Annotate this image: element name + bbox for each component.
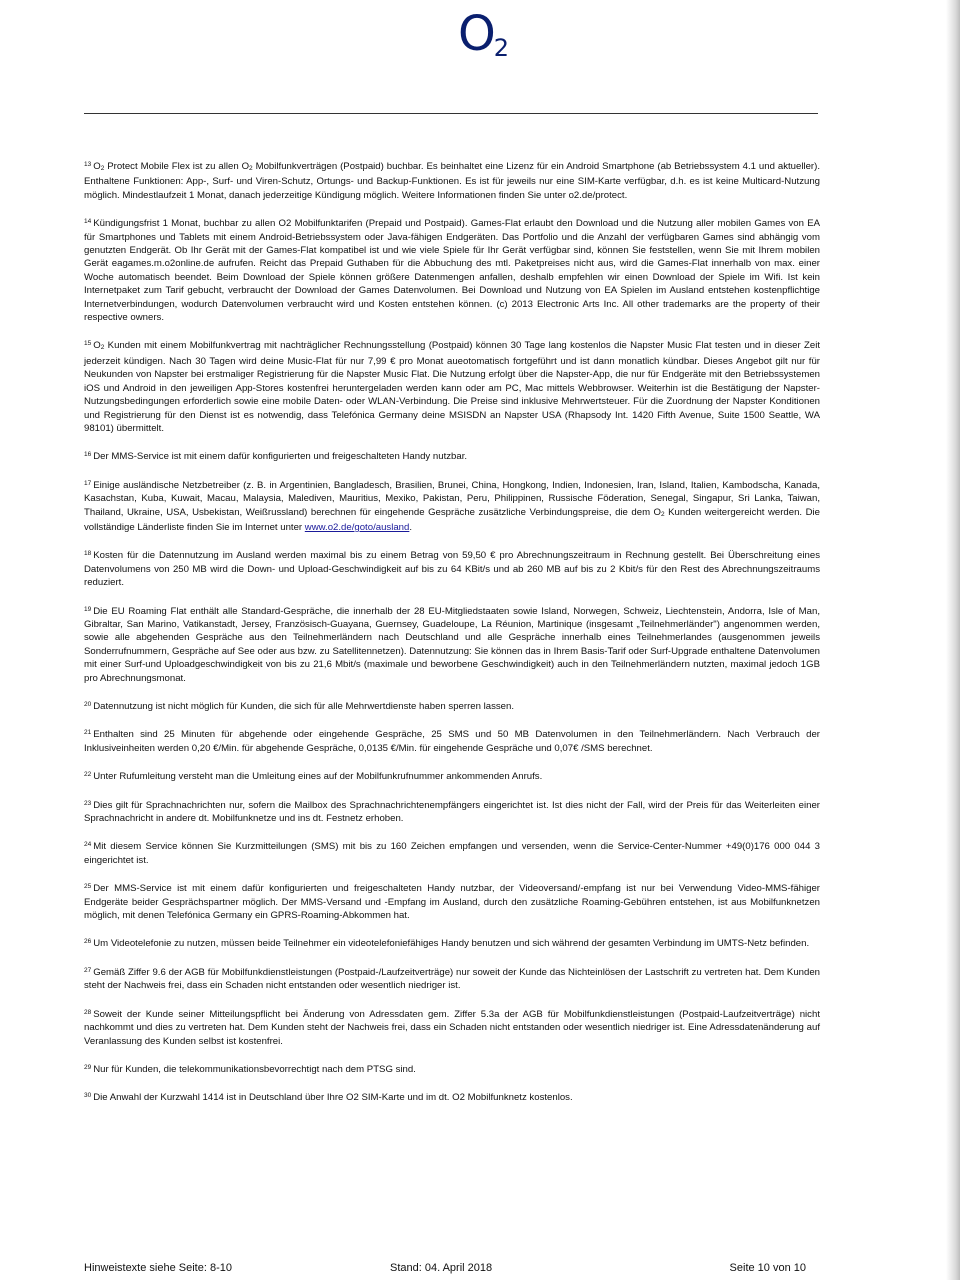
page-footer	[84, 1262, 806, 1278]
footnote-number: 22	[84, 771, 92, 779]
footnote-number: 29	[84, 1063, 92, 1071]
footnote-number: 20	[84, 701, 92, 708]
footnote-number: 21	[84, 729, 92, 737]
footnote-28	[84, 1006, 820, 1048]
footnote-text: Der MMS-Service ist mit einem dafür konfigurierten und freigeschalteten Handy nutzbar.	[93, 451, 468, 463]
footnote-number: 15	[84, 340, 92, 348]
footnote-text: Einige ausländische Netzbetreiber (z. B. in Argentinien, Bangladesch, Brasilien, Brunei, China, Hongkong, Indien, Indonesien, Iran, Island, Italien, Kambodscha, Kanada, Kasachstan, Kuba, Kuwait, Macau, Malaysia, Malediven, Mauritius, Mexiko, Pakistan, Peru, Philippinen, Russische Föderation, Senegal, Singapur, Sri Lanka, Taiwan, Thailand, Ukraine, USA, Usbekistan, Weißrussland) berechnen für eingehende Gespräche zusätzliche Verbindungspreise, die dem O	[84, 479, 820, 518]
footnote-25	[84, 880, 820, 922]
footnote-number: 18	[84, 550, 92, 558]
subscript: 2	[100, 165, 105, 172]
footer-page-number: Seite 10 von 10	[729, 1262, 806, 1274]
footnote-number: 28	[84, 1008, 92, 1016]
footnote-text: Kosten für die Datennutzung im Ausland werden maximal bis zu einem Betrag von 59,50 € pro Abrechnungszeitraum in Rechnung gestellt. Bei Überschreitung eines Datenvolumens von 250 MB wird die Down- und Upload-Geschwindigkeit auf bis zu 64 KBit/s und ab 260 MB auf bis zu 2 Kbit/s für den Rest des Abrechnungszeitraums reduziert.	[84, 550, 820, 589]
footnote-17	[84, 477, 820, 535]
subscript: 2	[661, 510, 665, 518]
subscript: 2	[249, 165, 253, 172]
footnote-text: Um Videotelefonie zu nutzen, müssen beide Teilnehmer ein videotelefoniefähiges Handy benutzen und sich während der gesamten Verbindung im UMTS-Netz befinden.	[93, 938, 810, 950]
footnote-14	[84, 215, 820, 324]
header-rule	[84, 113, 818, 114]
logo-subscript: 2	[493, 34, 510, 62]
footnote-text: Datennutzung ist nicht möglich für Kunden, die sich für alle Mehrwertdienste haben sperren lassen.	[93, 701, 514, 712]
footnote-20	[84, 698, 820, 713]
footer-reference: Hinweistexte siehe Seite: 8-10	[84, 1262, 232, 1274]
footnote-text: Enthalten sind 25 Minuten für abgehende oder eingehende Gespräche, 25 SMS und 50 MB Datenvolumen in den Teilnehmerländern. Nach Verbrauch der Inklusiveinheiten werden 0,20 €/Min. für abgehende Gespräche, 0,0135 €/Min. für eingehende Gespräche und 0,07€ /SMS berechnet.	[84, 729, 820, 754]
footnote-27	[84, 964, 820, 993]
footnote-number: 23	[84, 799, 92, 807]
footnote-text: Mit diesem Service können Sie Kurzmitteilungen (SMS) mit bis zu 160 Zeichen empfangen und versenden, wenn die Service-Center-Nummer +49(0)176 000 044 3 eingerichtet ist.	[84, 841, 820, 866]
footnote-24	[84, 838, 820, 867]
footer-date: Stand: 04. April 2018	[390, 1262, 493, 1274]
subscript: 2	[100, 344, 105, 352]
footnote-22	[84, 768, 820, 783]
footnote-13	[84, 158, 820, 202]
footnote-text: Protect Mobile Flex ist zu allen O	[104, 161, 250, 172]
footnotes-list	[84, 158, 820, 1118]
footnote-text: Der MMS-Service ist mit einem dafür konfigurierten und freigeschalteten Handy nutzbar, der Videoversand/-empfang ist nur bei Verwendung Video-MMS-fähiger Endgeräte beider Gesprächspartner möglich. Der MMS-Versand und -Empfang im Ausland, durch den zusätzliche Roaming-Gebühren entstehen, ist aus Mobilfunknetzen möglich, mit denen Telefónica Germany ein GPRS-Roaming-Abkommen hat.	[84, 883, 820, 922]
footnote-text: O	[93, 161, 101, 172]
footnote-text: Soweit der Kunde seiner Mitteilungspflicht bei Änderung von Adressdaten gem. Ziffer 5.3a der AGB für Mobilfunkdienstleistungen (Postpaid-Laufzeitverträge) nicht nachkommt und dies zu vertreten hat. Dem Kunden steht der Nachweis frei, dass ein Schaden nicht entstanden oder wesentlich niedriger ist. Eine Adressdatenänderung auf Veranlassung des Kunden selbst ist kostenfrei.	[84, 1008, 820, 1047]
footnote-15	[84, 337, 820, 435]
footnote-number: 26	[84, 938, 92, 946]
footnote-text: Die EU Roaming Flat enthält alle Standard-Gespräche, die innerhalb der 28 EU-Mitgliedstaaten sowie Island, Norwegen, Schweiz, Liechtenstein, Andorra, Isle of Man, Gibraltar, San Marino, Vatikanstadt, Jersey, Französisch-Guayana, Guernsey, Guadeloupe, La Réunion, Martinique (insgesamt „Teilnehmerländer") angenommen werden, sowie alle abgehenden Gespräche aus den Teilnehmerländern nach Deutschland und alle Gespräche innerhalb eines Teilnehmerlandes (ausgenommen jeweils Sonderrufnummern, Gespräche auf See oder aus bzw. zu Satellitennetzen). Datennutzung: Sie können das in Ihrem Basis-Tarif oder Surf-Upgrade enthaltene Datenvolumen mit einer Surf-und Uploadgeschwindigkeit von bis zu 21,6 Mbit/s (maximale und beworbene Geschwindigkeit) auch in den Teilnehmerländern nutzten, maximal jedoch 1GB pro Abrechnungsmonat.	[84, 605, 820, 684]
footnote-23	[84, 797, 820, 826]
footnote-text: .	[409, 521, 413, 533]
footnote-number: 25	[84, 883, 92, 891]
footnote-18	[84, 547, 820, 589]
footnote-text: O	[93, 340, 101, 352]
footnote-number: 30	[84, 1092, 92, 1100]
page-edge-shadow	[946, 0, 960, 1280]
footnote-16	[84, 448, 820, 463]
footnote-text: Kunden weitergereicht werden. Die vollständige Länderliste finden Sie im Internet unter	[84, 506, 820, 533]
footnote-text: Die Anwahl der Kurzwahl 1414 ist in Deutschland über Ihre O2 SIM-Karte und im dt. O2 Mobilfunknetz kostenlos.	[93, 1092, 573, 1104]
footnote-text: Unter Rufumleitung versteht man die Umleitung eines auf der Mobilfunkrufnummer ankommenden Anrufs.	[93, 771, 543, 783]
footnote-text: Nur für Kunden, die telekommunikationsbevorrechtigt nach dem PTSG sind.	[93, 1063, 416, 1075]
ausland-link[interactable]: www.o2.de/goto/ausland	[304, 521, 410, 533]
o2-logo	[458, 4, 509, 64]
footnote-text: Dies gilt für Sprachnachrichten nur, sofern die Mailbox des Sprachnachrichtenempfängers eingerichtet ist. Ist dies nicht der Fall, wird der Preis für das Weiterleiten einer Sprachnachricht in andere dt. Mobilfunknetze und ins dt. Festnetz erhoben.	[84, 799, 820, 825]
footnote-text: Kündigungsfrist 1 Monat, buchbar zu allen O2 Mobilfunktarifen (Prepaid und Postpaid). Games-Flat erlaubt den Download und die Nutzung aller mobilen Games von EA für Smartphones und Tablets mit einem Android-Betriebssystem oder Java-fähigen Endgeräten. Das Portfolio und die Anzahl der verfügbaren Games sind abhängig vom genutzten Endgerät. Ob Ihr Gerät mit der Games-Flat kompatibel ist und wie viele Spiele für Ihr Gerät verfügbar sind, können Sie feststellen, wenn Sie mit Ihrem mobilen Gerät eagames.m.o2online.de aufrufen. Reicht das Prepaid Guthaben für die Abbuchung des mtl. Paketpreises nicht aus, wird die Games-Flat innerhalb von max. einer Woche automatisch beendet. Beim Download der Spiele können größere Datenmengen anfallen, deshalb empfehlen wir einen Download der Spiele im Wifi. Ist kein Internetpaket zum Tarif gebucht, verbraucht der Download der Games Datenvolumen. Bei Download und Nutzung von EA Spielen im Ausland entstehen kostenpflichtige Internetverbindungen, wodurch Datenvolumen verbraucht wird und Kosten entstehen können. (c) 2013 Electronic Arts Inc. All other trademarks are the property of their respective owners.	[84, 218, 820, 324]
footnote-text: Kunden mit einem Mobilfunkvertrag mit nachträglicher Rechnungsstellung (Postpaid) können 30 Tage lang kostenlos die Napster Music Flat testen und in dieser Zeit jederzeit kündigen. Nach 30 Tagen wird deine Music-Flat für nur 7,99 € pro Monat aueotomatisch fortgeführt und ist dann monatlich kündbar. Dieses Angebot gilt nur für Neukunden von Napster bei erstmaliger Registrierung für die Napster Music Flat. Die Nutzung erfolgt über die Napster-App, die nur für Endgeräte mit den Betriebssystemen iOS und Android in den jeweiligen App-Stores kostenfrei heruntergeladen werden kann oder am PC, Mac mittels Webbrowser. Weiterhin ist die Bestätigung der Napster-Nutzungsbedingungen erforderlich sowie eine mobile Daten- oder WLAN-Verbindung. Die Preise sind inklusive Mehrwertsteuer. Für die Zuordnung der Napster Konditionen und Registrierung für den Dienst ist es notwendig, dass Telefónica Germany deine MSISDN an Napster USA (Rhapsody Int. 1420 Fifth Avenue, Suite 1500 Seattle, WA 98101) übermittelt.	[84, 340, 820, 434]
footnote-29	[84, 1061, 820, 1076]
footnote-number: 14	[84, 218, 92, 226]
footnote-text: Gemäß Ziffer 9.6 der AGB für Mobilfunkdienstleistungen (Postpaid-/Laufzeitverträge) nur soweit der Kunde das Nichteinlösen der Lastschrift zu vertreten hat. Dem Kunden steht der Nachweis frei, dass ein Schaden nicht entstanden oder wesentlich niedriger ist.	[84, 966, 820, 992]
logo-letter: O	[458, 6, 496, 62]
footnote-21	[84, 726, 820, 755]
footnote-text: Mobilfunkverträgen (Postpaid) buchbar. Es beinhaltet eine Lizenz für ein Android Smartphone (ab Betriebssystem 4.1 und aktueller). Enthaltene Funktionen: App-, Surf- und Viren-Schutz, Ortungs- und Backup-Funktionen. Es ist für jeweils nur eine SIM-Karte verfügbar, d.h. es ist keine Multicard-Nutzung möglich. Mindestlaufzeit 1 Monat, danach jederzeitige Kündigung möglich. Weitere Informationen finden Sie unter o2.de/protect.	[84, 161, 820, 201]
footnote-19	[84, 603, 820, 685]
footnote-number: 27	[84, 966, 92, 974]
footnote-number: 24	[84, 841, 92, 849]
footnote-26	[84, 935, 820, 950]
footnote-30	[84, 1089, 820, 1104]
footnote-number: 13	[84, 161, 92, 168]
footnote-number: 16	[84, 451, 92, 459]
footnote-number: 19	[84, 605, 92, 613]
footnote-number: 17	[84, 479, 92, 487]
